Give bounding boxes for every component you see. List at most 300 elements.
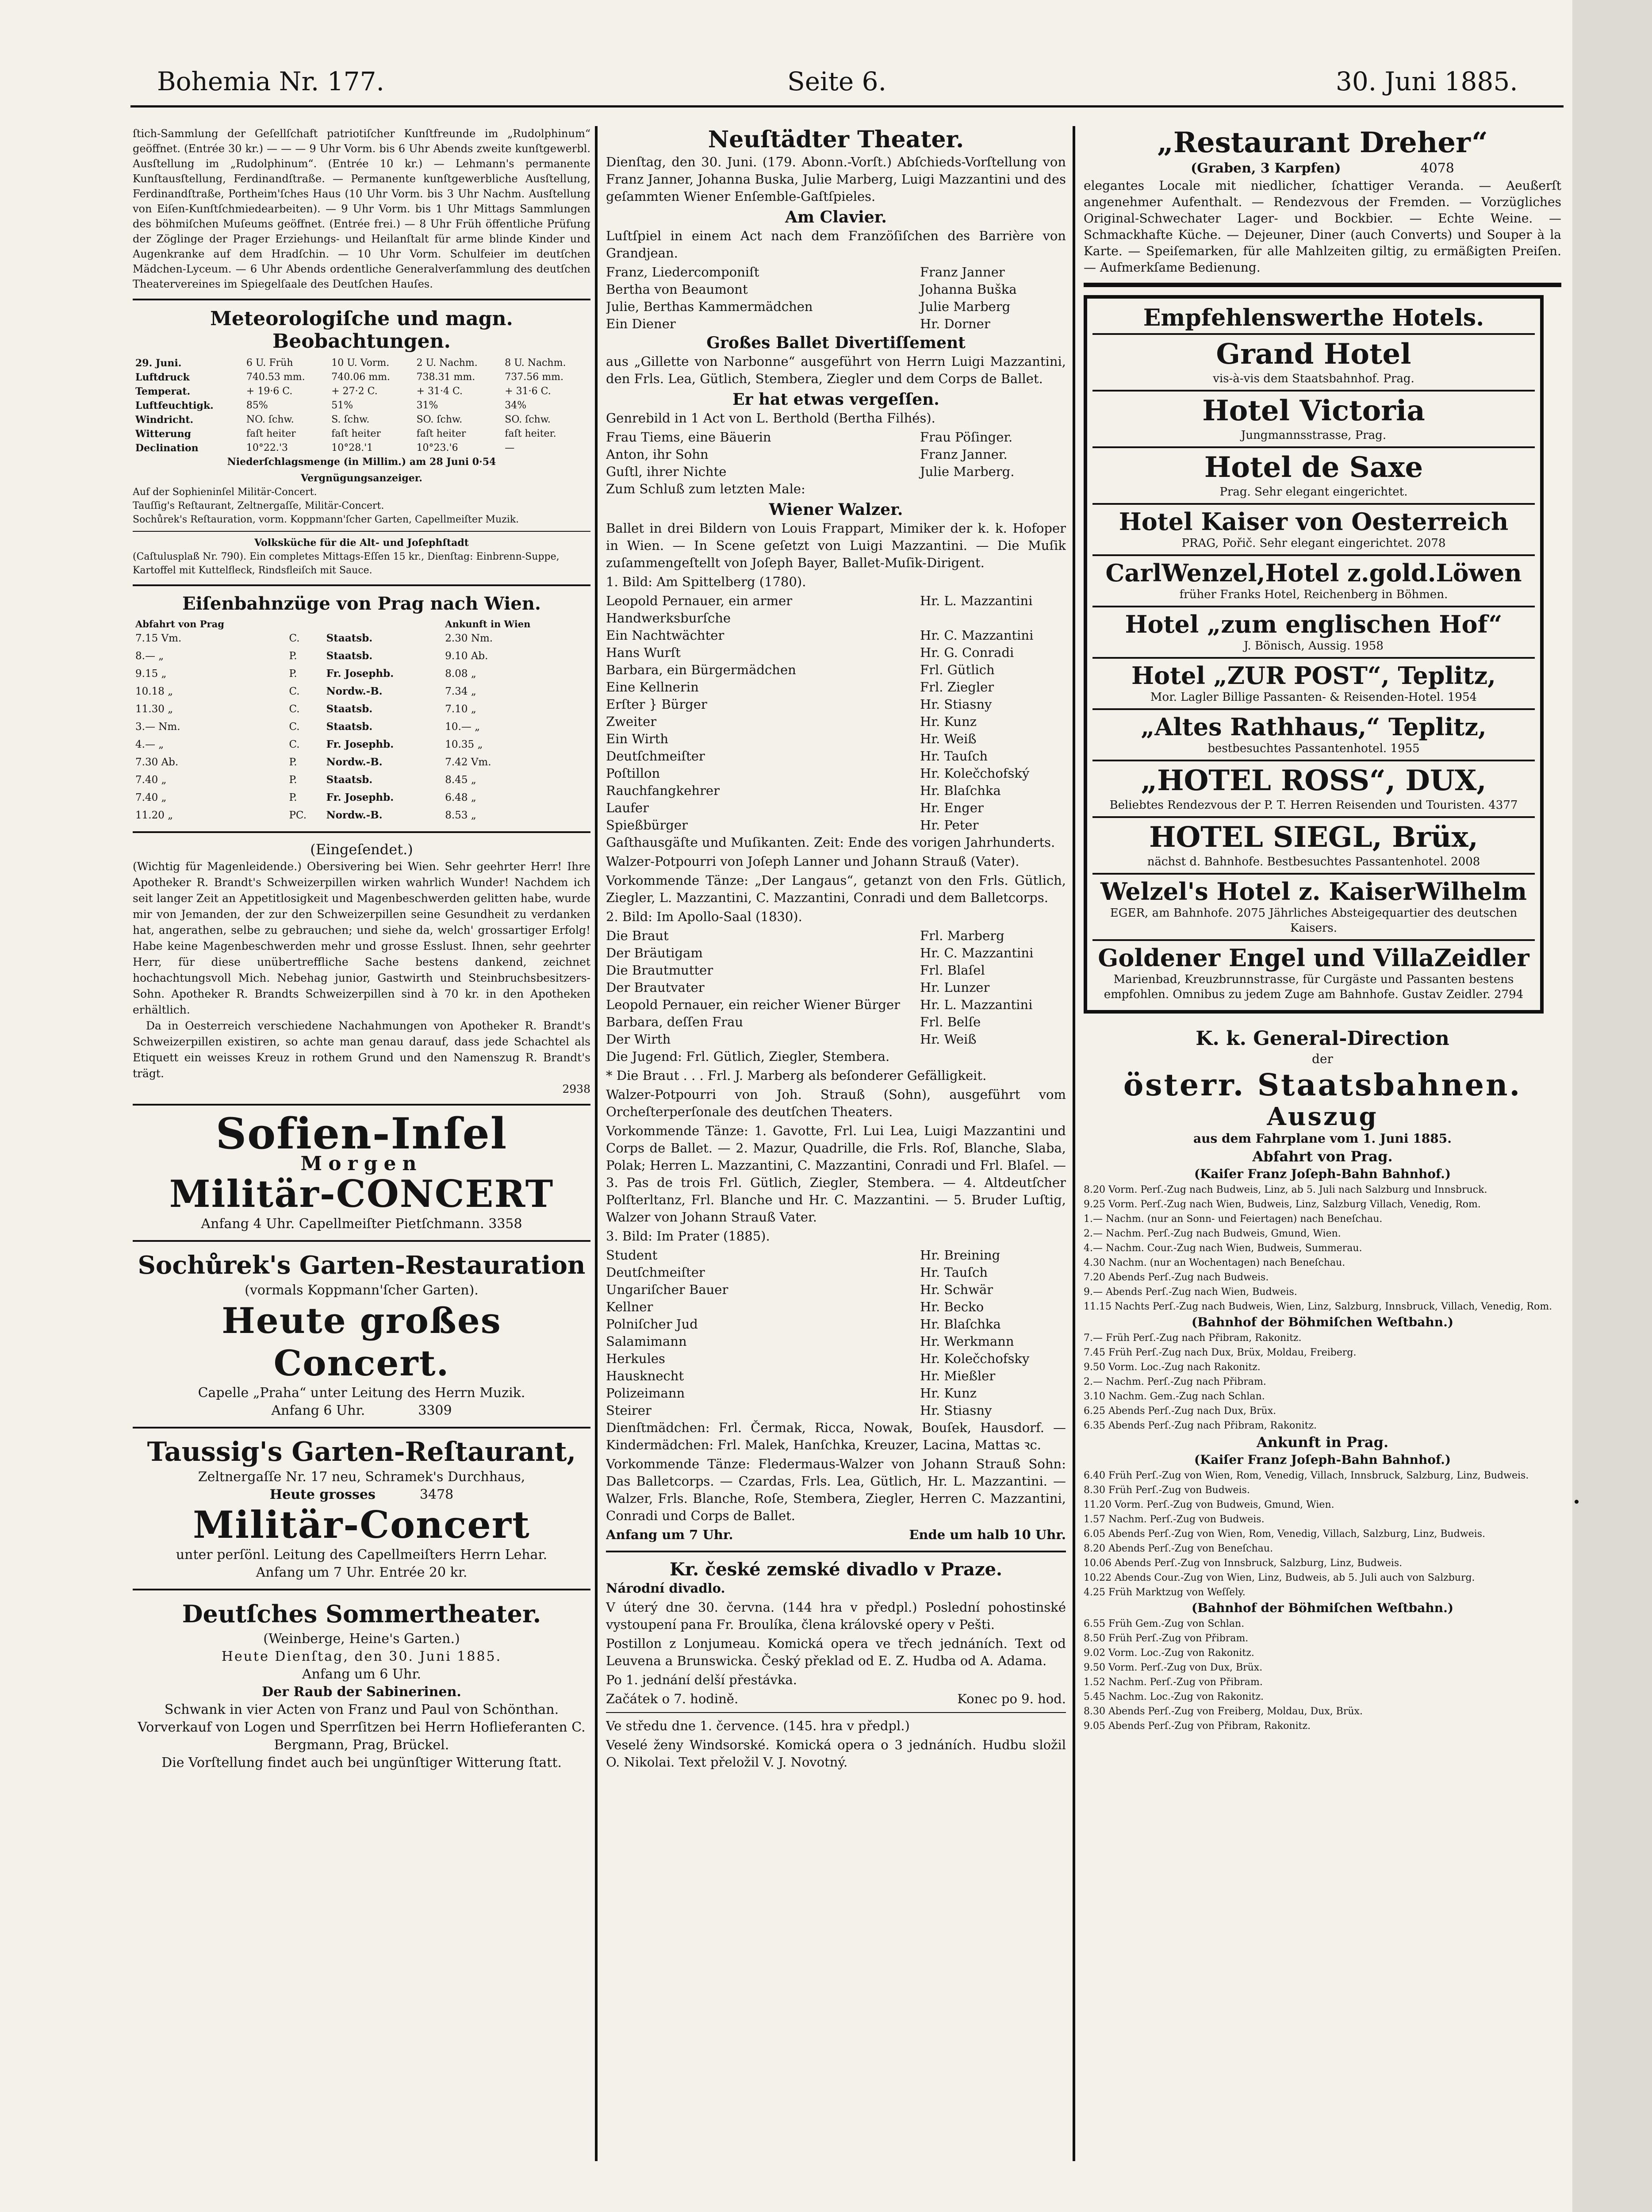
hotel-sub: Prag. Sehr elegant eingerichtet. — [1219, 485, 1408, 499]
sofien-line: Anfang 4 Uhr. Capellmeiſter Pietſchmann. 3358 — [201, 1216, 522, 1232]
taenze2: Vorkommende Tänze: 1. Gavotte, Frl. Lui Lea, Luigi Mazzantini und Corps de Ballet. — 2. Mazur, Quadrille, die Frls. Roſ, Blanche, Slaba, Polak; Herren L. Mazzantini, C. Mazzantini, Conradi und Frl. Blaſel. — 3. Pas de trois Frl. Gütlich, Ziegler, Stembera. — 4. Altdeutſcher Polſterltanz, Frl. Blanche und Hr. C. Mazzantini. — 5. Bruder Luſtig, Walzer von Johann Strauß Vater. — [606, 1123, 1066, 1225]
hotel-name: Hotel Kaiser von Oesterreich — [1119, 507, 1509, 536]
timetable-line: 9.05 Abends Perſ.-Zug von Přibram, Rakonitz. — [1084, 1720, 1311, 1732]
theater-intro: Dienſtag, den 30. Juni. (179. Abonn.-Vorſt.) Abſchieds-Vorſtellung von Franz Janner, Johanna Buska, Julie Marberg, Luigi Mazzantini und des geſammten Wiener Enſemble-Gaſtſpieles. — [606, 154, 1066, 204]
hotel-name: Hotel „ZUR POST“, Teplitz, — [1131, 661, 1496, 690]
cast-actor: Hr. C. Mazzantini — [920, 628, 1034, 643]
meteo-row — [133, 441, 590, 455]
meteo-cell: + 19·6 C. — [246, 386, 293, 397]
train-cell: C. — [289, 739, 300, 750]
dst-date: Heute Dienſtag, den 30. Juni 1885. — [221, 1649, 502, 1664]
cast-role: Ungariſcher Bauer — [606, 1282, 728, 1297]
train-cell: 7.40 „ — [135, 792, 167, 803]
cast-row — [606, 979, 1066, 996]
ende: Ende um halb 10 Uhr. — [909, 1527, 1066, 1542]
column-rule-1 — [595, 126, 598, 2161]
cast-role: Student — [606, 1248, 658, 1263]
cast-row — [606, 945, 1066, 962]
cast-actor: Hr. C. Mazzantini — [920, 945, 1034, 960]
cz-time-row — [606, 1690, 1066, 1708]
divider — [1084, 283, 1561, 287]
train-cell: Fr. Josephb. — [326, 791, 394, 803]
cast-role: Der Brautvater — [606, 980, 705, 995]
timetable-line: 6.40 Früh Perſ.-Zug von Wien, Rom, Venedig, Villach, Innsbruck, Salzburg, Linz, Budweis. — [1084, 1470, 1529, 1481]
train-cell: P. — [289, 792, 297, 803]
meteo-row — [133, 413, 590, 427]
cast-role: Frau Tiems, eine Bäuerin — [606, 430, 771, 445]
cast-actor: Hr. Peter — [920, 818, 979, 833]
meteo-cell: Temperat. — [135, 386, 191, 397]
train-cell: C. — [289, 633, 300, 644]
timetable-line: 7.20 Abends Perſ.-Zug nach Budweis. — [1084, 1272, 1269, 1283]
timetable-line: 9.02 Vorm. Loc.-Zug von Rakonitz. — [1084, 1647, 1254, 1659]
cast-row — [606, 1264, 1066, 1281]
hotel-name: „Altes Rathhaus,“ Teplitz, — [1141, 713, 1487, 741]
meteo-cell: Declination — [135, 442, 199, 454]
timetable-line: 4.30 Nachm. (nur an Wochentagen) nach Beneſchau. — [1084, 1257, 1345, 1268]
cast2 — [606, 429, 1066, 480]
timetable-line: 2.— Nachm. Perſ.-Zug nach Přibram. — [1084, 1376, 1266, 1387]
vergn-list — [133, 485, 590, 526]
meteo-cell: 737.56 mm. — [505, 372, 563, 383]
hotel-sub: PRAG, Pořič. Sehr elegant eingerichtet. 2078 — [1181, 537, 1446, 550]
cast-row — [606, 1031, 1066, 1048]
meteo-cell: + 31·6 C. — [505, 386, 551, 397]
dir-auszug: Auszug — [1267, 1102, 1378, 1131]
train-cell: 9.15 „ — [135, 668, 167, 680]
cast-actor: Hr. L. Mazzantini — [920, 593, 1033, 608]
cast-actor: Hr. Blaſchka — [920, 1317, 1001, 1332]
train-cell: 8.53 „ — [445, 810, 476, 821]
cast5 — [606, 1247, 1066, 1419]
meteo-cell: 740.53 mm. — [246, 372, 305, 383]
train-cell: 10.35 „ — [445, 739, 483, 750]
prestavka: Po 1. jednání delší přestávka. — [606, 1672, 797, 1687]
timetable-line: 8.20 Abends Perſ.-Zug von Beneſchau. — [1084, 1543, 1273, 1554]
zum-schluss: Zum Schluß zum letzten Male: — [606, 481, 805, 496]
dir-aus: aus dem Fahrplane vom 1. Juni 1885. — [1193, 1131, 1452, 1146]
train-cell: C. — [289, 686, 300, 697]
hotel-sub: Beliebtes Rendezvous der P. T. Herren Reisenden und Touristen. 4377 — [1109, 799, 1518, 812]
meteo-row — [133, 399, 590, 413]
meteo-cell: 8 U. Nachm. — [505, 357, 566, 369]
divider — [133, 1427, 590, 1429]
hotel-entry — [1092, 392, 1535, 448]
cast-row — [606, 1350, 1066, 1367]
train-head-dep: Abfahrt von Prag — [135, 618, 224, 630]
train-row — [133, 789, 590, 806]
ceske1: V úterý dne 30. června. (144 hra v předpl.) Poslední pohostinské vystoupení pana Fr. Broulíka, člena královské opery v Pešti. — [606, 1600, 1066, 1632]
cast-actor: Hr. Schwär — [920, 1282, 993, 1297]
header-rule — [130, 105, 1564, 108]
sofien-morgen: Morgen — [300, 1152, 423, 1175]
timetable-line: 10.06 Abends Perſ.-Zug von Innsbruck, Salzburg, Linz, Budweis. — [1084, 1558, 1403, 1569]
meteo-cell: 29. Juni. — [135, 357, 182, 369]
hotel-sub: bestbesuchtes Passantenhotel. 1955 — [1207, 742, 1420, 755]
vergn-line: Tauſſig's Reſtaurant, Zeltnergaſſe, Militär-Concert. — [133, 500, 384, 511]
train-cell: 8.08 „ — [445, 668, 476, 680]
meteo-cell: 740.06 mm. — [331, 372, 390, 383]
meteo-cell: Luftfeuchtigk. — [135, 400, 214, 411]
train-row — [133, 700, 590, 718]
cast-row — [606, 1247, 1066, 1264]
hotel-sub: Jungmannsstrasse, Prag. — [1241, 429, 1387, 442]
soch-line2: Anfang 6 Uhr. — [271, 1403, 365, 1418]
gasthaus: Gaſthausgäſte und Muſikanten. Zeit: Ende des vorigen Jahrhunderts. — [606, 835, 1055, 850]
cast-row — [606, 1014, 1066, 1031]
rest-title: „Restaurant Dreher“ — [1157, 126, 1488, 159]
cast3 — [606, 592, 1066, 834]
hotels-box-title: Empfehlenswerthe Hotels. — [1092, 303, 1535, 335]
meteo-cell: Windricht. — [135, 414, 194, 426]
divider — [606, 1551, 1066, 1552]
cast-role: Hans Wurſt — [606, 645, 681, 660]
zacatek: Začátek o 7. hodině. — [606, 1691, 739, 1706]
train-table — [133, 618, 590, 824]
vergn-line: Auf der Sophieninſel Militär-Concert. — [133, 487, 317, 498]
hotel-entry — [1092, 448, 1535, 505]
meteo-cell: 10°22.'3 — [246, 442, 288, 453]
cast-role: Hausknecht — [606, 1368, 684, 1383]
play1-desc: Luſtſpiel in einem Act nach dem Franzöſiſchen des Barrière von Grandjean. — [606, 228, 1066, 261]
hotel-entry — [1092, 505, 1535, 556]
play2-desc: Genrebild in 1 Act von L. Berthold (Bertha Filhés). — [606, 411, 935, 426]
train-cell: 6.48 „ — [445, 792, 476, 803]
timetable-line: 8.50 Früh Perſ.-Zug von Přibram. — [1084, 1633, 1249, 1644]
train-cell: 9.10 Ab. — [445, 650, 488, 662]
cast-row — [606, 1298, 1066, 1316]
meteo-cell: 10°28.'1 — [331, 442, 373, 453]
train-row — [133, 736, 590, 753]
hotel-name: HOTEL SIEGL, Brüx, — [1149, 821, 1478, 854]
cast-actor: Johanna Buška — [920, 282, 1017, 297]
train-cell: Fr. Josephb. — [326, 668, 394, 680]
cast-role: Deutſchmeiſter — [606, 1265, 705, 1280]
hotel-sub: Mor. Lagler Billige Passanten- & Reisenden-Hotel. 1954 — [1150, 691, 1477, 704]
cast-role: Eine Kellnerin — [606, 680, 699, 695]
cast-actor: Hr. Kunz — [920, 1386, 977, 1401]
cast-role: Laufer — [606, 800, 649, 815]
dst-anf: Anfang um 6 Uhr. — [302, 1667, 422, 1682]
hotel-entry — [1092, 607, 1535, 659]
cast-row — [606, 264, 1066, 281]
eing-num: 2938 — [562, 1083, 590, 1095]
taus-concert: Militär-Concert — [193, 1503, 530, 1547]
cast-actor: Hr. Tauſch — [920, 1265, 988, 1280]
taenze1: Vorkommende Tänze: „Der Langaus“, getanzt von den Frls. Gütlich, Ziegler, L. Mazzantini, C. Mazzantini, Conradi und dem Balletcorps. — [606, 873, 1066, 905]
play1-title: Am Clavier. — [785, 208, 887, 227]
vergn-title: Vergnügungsanzeiger. — [301, 472, 422, 484]
train-title: Eiſenbahnzüge von Prag nach Wien. — [182, 593, 541, 614]
taus-title: Taussig's Garten-Reſtaurant, — [147, 1436, 576, 1467]
train-cell: C. — [289, 721, 300, 733]
hotel-name: Hotel de Saxe — [1204, 451, 1423, 484]
dir-bhf3: (Kaiſer Franz Joſeph-Bahn Bahnhof.) — [1194, 1452, 1451, 1467]
meteo-cell: + 31·4 C. — [416, 386, 463, 397]
train-row — [133, 647, 590, 665]
cast4 — [606, 927, 1066, 1048]
meteo-cell: 6 U. Früh — [246, 357, 293, 369]
sofien-title: Sofien-Inſel — [215, 1109, 508, 1159]
soch-sub: (vormals Koppmann'ſcher Garten). — [245, 1283, 479, 1298]
column-2 — [606, 126, 1066, 2152]
eing-text: (Wichtig für Magenleidende.) Obersivering bei Wien. Sehr geehrter Herr! Ihre Apotheker R. Brandt's Schweizerpillen wirken wahrlich Wunder! Nachdem ich seit langer Zeit an Appetitlosigkeit und Magenbeschwerden gelitten habe, wurde mir von Jemanden, der zur den Schweizerpillen seine Gesundheit zu verdanken hat, angerathen, selbe zu gebrauchen; und siehe da, welch' grossartiger Erfolg! Habe keine Magenbeschwerden mehr und grosse Esslust. Ihnen, sehr geehrter Herr, für diese unübertreffliche Sache bestens dankend, zeichnet hochachtungsvoll Mich. Nebehag junior, Gastwirth und Steinbruchsbesitzers-Sohn. Apotheker R. Brandts Schweizerpillen sind à 70 kr. in den Apotheken erhältlich. — [133, 860, 590, 1016]
cast-role: Erſter } Bürger — [606, 697, 707, 712]
cast-role: Barbara, ein Bürgermädchen — [606, 662, 796, 677]
cast-row — [606, 1333, 1066, 1350]
cast-actor: Hr. Stiasny — [920, 697, 992, 712]
cast-row — [606, 799, 1066, 817]
column-1 — [133, 126, 590, 2157]
cast-role: Der Wirth — [606, 1032, 671, 1047]
cast-actor: Franz Janner — [920, 265, 1005, 280]
train-head-arr: Ankunft in Wien — [445, 618, 531, 630]
timetable-line: 1.— Nachm. (nur an Sonn- und Feiertagen) nach Beneſchau. — [1084, 1214, 1383, 1225]
postillon: Postillon z Lonjumeau. Komická opera ve třech jednáních. Text od Leuvena a Brunswicka. Český překlad od E. Z. Hudba od A. Adama. — [606, 1636, 1066, 1668]
train-cell: P. — [289, 757, 297, 768]
cast-role: Ein Wirth — [606, 731, 669, 746]
taus-heute-row — [133, 1486, 590, 1504]
timetable-line: 8.20 Vorm. Perſ.-Zug nach Budweis, Linz, ab 5. Juli nach Salzburg und Innsbruck. — [1084, 1184, 1487, 1195]
dienst: Dienſtmädchen: Frl. Čermak, Ricca, Nowak, Bouſek, Hausdorf. — Kindermädchen: Frl. Malek, Hanſchka, Kreuzer, Lacina, Mattas ꝛc. — [606, 1420, 1066, 1452]
dir-list-2 — [1084, 1331, 1561, 1433]
timetable-line: 9.50 Vorm. Loc.-Zug nach Rakonitz. — [1084, 1362, 1261, 1373]
cast-actor: Hr. Tauſch — [920, 749, 988, 764]
cast-actor: Frl. Marberg — [920, 928, 1004, 943]
volk-title: Volksküche für die Alt- und Joſephſtadt — [254, 537, 469, 549]
hotel-name: Welzel's Hotel z. KaiserWilhelm — [1100, 877, 1527, 906]
meteo-cell: NO. ſchw. — [246, 414, 294, 425]
train-row — [133, 665, 590, 683]
cast-row — [606, 1281, 1066, 1298]
cast-row — [606, 679, 1066, 696]
soch-bottom — [133, 1402, 590, 1420]
cast-row — [606, 644, 1066, 661]
meteo-cell: 738.31 mm. — [416, 372, 475, 383]
train-cell: C. — [289, 703, 300, 715]
taenze3: Vorkommende Tänze: Fledermaus-Walzer von Johann Strauß Sohn: Das Balletcorps. — Czardas, Frls. Lea, Gütlich, Hr. L. Mazzantini. — Walzer, Frls. Blanche, Roſe, Stembera, Ziegler, Herren C. Mazzantini, Conradi und Corps de Ballet. — [606, 1456, 1066, 1523]
hotel-entry — [1092, 556, 1535, 607]
cast-role: Rauchfangkehrer — [606, 783, 720, 798]
niederschlag: Niederſchlagsmenge (in Millim.) am 28 Juni 0·54 — [227, 456, 496, 468]
soch-heute: Heute großes Concert. — [222, 1300, 502, 1384]
train-row — [133, 718, 590, 736]
hotel-entry — [1092, 659, 1535, 710]
cast-actor: Hr. Weiß — [920, 731, 977, 746]
cast-row — [606, 298, 1066, 315]
cast-actor: Frl. Belſe — [920, 1014, 981, 1029]
dir-list-4 — [1084, 1617, 1561, 1733]
dir-ankunft: Ankunft in Prag. — [1256, 1434, 1389, 1451]
ceske-title: Kr. české zemské divadlo v Praze. — [670, 1559, 1002, 1580]
meteo-cell: faſt heiter — [246, 428, 296, 439]
dir-title: K. k. General-Direction — [1196, 1027, 1449, 1050]
meteo-cell: S. ſchw. — [331, 414, 370, 425]
page-edge — [1572, 0, 1652, 2212]
bild3: 3. Bild: Im Prater (1885). — [606, 1229, 770, 1244]
vesele: Veselé ženy Windsorské. Komická opera o 3 jednáních. Hudbu složil O. Nikolai. Text přeložil V. J. Novotný. — [606, 1737, 1066, 1770]
meteo-cell: 34% — [505, 400, 527, 411]
cast-role: Deutſchmeiſter — [606, 749, 705, 764]
rest-text: elegantes Locale mit niedlicher, ſchattiger Veranda. — Aeußerſt angenehmer Aufenthalt. — Rendezvous der Fremden. — Vorzügliches Original-Schwechater Lager- und Bockbier. — Echte Weine. — Schmackhafte Küche. — Dejeuner, Diner (auch Converts) und Souper à la Karte. — Speiſemarken, für alle Mahlzeiten giltig, zu ermäßigten Preiſen. — Aufmerkſame Bedienung. — [1084, 178, 1561, 275]
timetable-line: 9.— Abends Perſ.-Zug nach Wien, Budweis. — [1084, 1286, 1297, 1298]
time-row — [606, 1526, 1066, 1544]
train-cell: Staatsb. — [326, 774, 373, 786]
cast-row — [606, 1385, 1066, 1402]
cast-row — [606, 315, 1066, 333]
timetable-line: 5.45 Nachm. Loc.-Zug von Rakonitz. — [1084, 1691, 1264, 1702]
train-cell: 7.42 Vm. — [445, 757, 491, 768]
cast-actor: Hr. Kolečchofsky — [920, 1351, 1030, 1366]
ballet1-desc: aus „Gillette von Narbonne“ ausgeführt von Herrn Luigi Mazzantini, den Frls. Lea, Gütlich, Stembera, Ziegler und dem Corps de Ballet. — [606, 354, 1066, 386]
anfang: Anfang um 7 Uhr. — [606, 1527, 733, 1542]
meteo-cell: 10 U. Vorm. — [331, 357, 390, 369]
train-row — [133, 771, 590, 789]
dst-title: Deutſches Sommertheater. — [182, 1600, 541, 1628]
cast-role: Poſtillon — [606, 766, 660, 781]
cast-actor: Julie Marberg — [920, 299, 1011, 314]
cast-row — [606, 429, 1066, 446]
meteo-cell: 2 U. Nachm. — [416, 357, 478, 369]
meteo-cell: SO. ſchw. — [505, 414, 551, 425]
train-head-gap — [286, 618, 323, 630]
train-cell: Staatsb. — [326, 721, 373, 733]
cast-actor: Hr. Werkmann — [920, 1334, 1014, 1349]
dst-desc: Schwank in vier Acten von Franz und Paul von Schönthan. — [164, 1702, 559, 1717]
cast-actor: Hr. L. Mazzantini — [920, 997, 1033, 1012]
meteo-cell: — — [505, 442, 515, 453]
rest-sub-row — [1084, 160, 1561, 177]
header-left: Bohemia Nr. 177. — [157, 66, 384, 96]
meteo-cell: 10°23.'6 — [416, 442, 458, 453]
meteo-cell: + 27·2 C. — [331, 386, 378, 397]
hotel-name: Goldener Engel und VillaZeidler — [1098, 944, 1529, 972]
timetable-line: 11.20 Vorm. Perſ.-Zug von Budweis, Gmund, Wien. — [1084, 1499, 1334, 1510]
train-row — [133, 683, 590, 700]
meteo-row — [133, 427, 590, 441]
cast-row — [606, 661, 1066, 679]
cast-row — [606, 281, 1066, 298]
timetable-line: 4.25 Früh Marktzug von Weſſely. — [1084, 1587, 1246, 1598]
train-cell: Staatsb. — [326, 650, 373, 662]
train-cell: 7.10 „ — [445, 703, 476, 715]
timetable-line: 6.25 Abends Perſ.-Zug nach Dux, Brüx. — [1084, 1406, 1276, 1417]
cast-row — [606, 765, 1066, 782]
meteo-row — [133, 370, 590, 384]
cast-row — [606, 463, 1066, 480]
divider — [133, 1104, 590, 1106]
train-cell: 8.45 „ — [445, 774, 476, 786]
timetable-line: 9.25 Vorm. Perſ.-Zug nach Wien, Budweis, Linz, Salzburg Villach, Venedig, Rom. — [1084, 1199, 1481, 1210]
cast-row — [606, 713, 1066, 730]
dst-play: Der Raub der Sabinerinen. — [262, 1684, 461, 1700]
cast-role: Franz, Liedercomponiſt — [606, 265, 759, 280]
meteo-cell: faſt heiter — [416, 428, 466, 439]
divider — [133, 1589, 590, 1590]
hotels-box — [1084, 295, 1544, 1014]
ceske2: Ve středu dne 1. července. (145. hra v předpl.) — [606, 1718, 910, 1733]
dir-list-1 — [1084, 1183, 1561, 1314]
cast-row — [606, 696, 1066, 713]
cast-actor: Hr. Weiß — [920, 1032, 977, 1047]
cast-role: Zweiter — [606, 714, 657, 729]
cast-actor: Julie Marberg. — [920, 464, 1015, 479]
timetable-line: 2.— Nachm. Perſ.-Zug nach Budweis, Gmund, Wien. — [1084, 1228, 1341, 1239]
meteo-cell: faſt heiter — [331, 428, 381, 439]
train-cell: Staatsb. — [326, 632, 373, 644]
meteo-cell: 31% — [416, 400, 438, 411]
header-right: 30. Juni 1885. — [1336, 66, 1518, 96]
timetable-line: 1.52 Nachm. Perſ.-Zug von Přibram. — [1084, 1677, 1263, 1688]
cast-actor: Frl. Blaſel — [920, 963, 985, 978]
cast-role: Polniſcher Jud — [606, 1317, 698, 1332]
timetable-line: 7.45 Früh Perſ.-Zug nach Dux, Brüx, Moldau, Freiberg. — [1084, 1347, 1357, 1358]
cast-row — [606, 748, 1066, 765]
column-3 — [1084, 126, 1561, 2161]
cast-actor: Frl. Ziegler — [920, 680, 994, 695]
meteo-row — [133, 356, 590, 370]
hotel-name: CarlWenzel,Hotel z.gold.Löwen — [1105, 559, 1522, 587]
divider — [133, 531, 590, 532]
timetable-line: 10.22 Abends Cour.-Zug von Wien, Linz, Budweis, ab 5. Juli auch von Salzburg. — [1084, 1572, 1475, 1583]
cast-role: Ein Nachtwächter — [606, 628, 724, 643]
dir-bhf2: (Bahnhof der Böhmiſchen Weſtbahn.) — [1191, 1315, 1454, 1329]
hotel-sub: nächst d. Bahnhofe. Bestbesuchtes Passantenhotel. 2008 — [1147, 855, 1480, 868]
cast-role: Anton, ihr Sohn — [606, 447, 709, 462]
cast-row — [606, 592, 1066, 627]
cast1 — [606, 264, 1066, 333]
eing-text2: Da in Oesterreich verschiedene Nachahmungen von Apotheker R. Brandt's Schweizerpillen existiren, so achte man genau darauf, dass jede Schachtel als Etiquett ein weisses Kreuz in rothem Grund und den Namenszug R. Brandt's trägt. — [133, 1019, 590, 1080]
walzer2: Walzer-Potpourri von Joh. Strauß (Sohn), ausgeführt vom Orcheſterperſonale des deutſchen Theaters. — [606, 1087, 1066, 1119]
eing-title: (Eingeſendet.) — [310, 841, 413, 858]
hotel-name: Grand Hotel — [1216, 338, 1411, 371]
cast-actor: Hr. Enger — [920, 800, 984, 815]
divider — [606, 1712, 1066, 1713]
taus-line3: Anfang um 7 Uhr. Entrée 20 kr. — [256, 1565, 468, 1580]
train-cell: 7.34 „ — [445, 686, 476, 697]
train-cell: 11.30 „ — [135, 703, 173, 715]
braut-note: * Die Braut . . . Frl. J. Marberg als beſonderer Gefälligkeit. — [606, 1068, 987, 1083]
train-cell: P. — [289, 650, 297, 662]
hotel-name: „HOTEL ROSS“, DUX, — [1141, 764, 1487, 797]
walzer1: Walzer-Potpourri von Joſeph Lanner und Johann Strauß (Vater). — [606, 854, 1020, 869]
meteo-cell: SO. ſchw. — [416, 414, 463, 425]
cast-row — [606, 1367, 1066, 1385]
soch-num: 3309 — [418, 1403, 452, 1418]
train-cell: P. — [289, 668, 297, 680]
cast-row — [606, 817, 1066, 834]
cast-row — [606, 1402, 1066, 1419]
konec: Konec po 9. hod. — [957, 1691, 1066, 1706]
cast-actor: Hr. Kolečchofský — [920, 766, 1030, 781]
timetable-line: 8.30 Abends Perſ.-Zug von Freiberg, Moldau, Dux, Brüx. — [1084, 1706, 1363, 1717]
hotel-sub: früher Franks Hotel, Reichenberg in Böhmen. — [1179, 588, 1448, 601]
cast-row — [606, 996, 1066, 1014]
cast-role: Polizeimann — [606, 1386, 685, 1401]
cast-role: Spießbürger — [606, 818, 688, 833]
taus-heute: Heute grosses — [269, 1487, 376, 1502]
intro-text: ſtich-Sammlung der Geſellſchaft patriotiſcher Kunſtfreunde im „Rudolphinum“ geöffnet. (Entrée 30 kr.) — — — 9 Uhr Vorm. bis 6 Uhr Abends zweite kunſtgewerbl. Ausſtellung im „Rudolphinum“. (Entrée 10 kr.) — Lehmann's permanente Kunſtausſtellung, Ferdinandſtraße. — Permanente kunſtgewerbliche Ausſtellung, Ferdinandſtraße, Portheim'ſches Haus (10 Uhr Vorm. bis 3 Uhr Nachm. Ausſtellung von Eiſen-Kunſtſchmiedearbeiten). — 9 Uhr Vorm. bis 1 Uhr Mittags Sammlungen des böhmiſchen Muſeums geöffnet. (Entrée frei.) — 8 Uhr Früh öffentliche Prüfung der Zöglinge der Prager Erziehungs- und Heilanſtalt für arme blinde Kinder und Augenkranke auf dem Hradſchin. — 10 Uhr Vorm. Schulfeier im deutſchen Mädchen-Lyceum. — 6 Uhr Abends ordentliche Generalverſammlung des deutſchen Theatervereines im Spiegelſaale des Deutſchen Hauſes. — [133, 127, 590, 290]
train-cell: 10.— „ — [445, 721, 480, 733]
cast-row — [606, 962, 1066, 979]
meteo-cell: Witterung — [135, 428, 191, 440]
divider — [133, 1240, 590, 1242]
meteo-cell: Luftdruck — [135, 372, 190, 383]
train-cell: 7.30 Ab. — [135, 757, 179, 768]
jugend: Die Jugend: Frl. Gütlich, Ziegler, Stembera. — [606, 1049, 890, 1064]
ballet1-title: Großes Ballet Divertiſſement — [706, 334, 966, 352]
narodni: Národní divadlo. — [606, 1581, 725, 1596]
